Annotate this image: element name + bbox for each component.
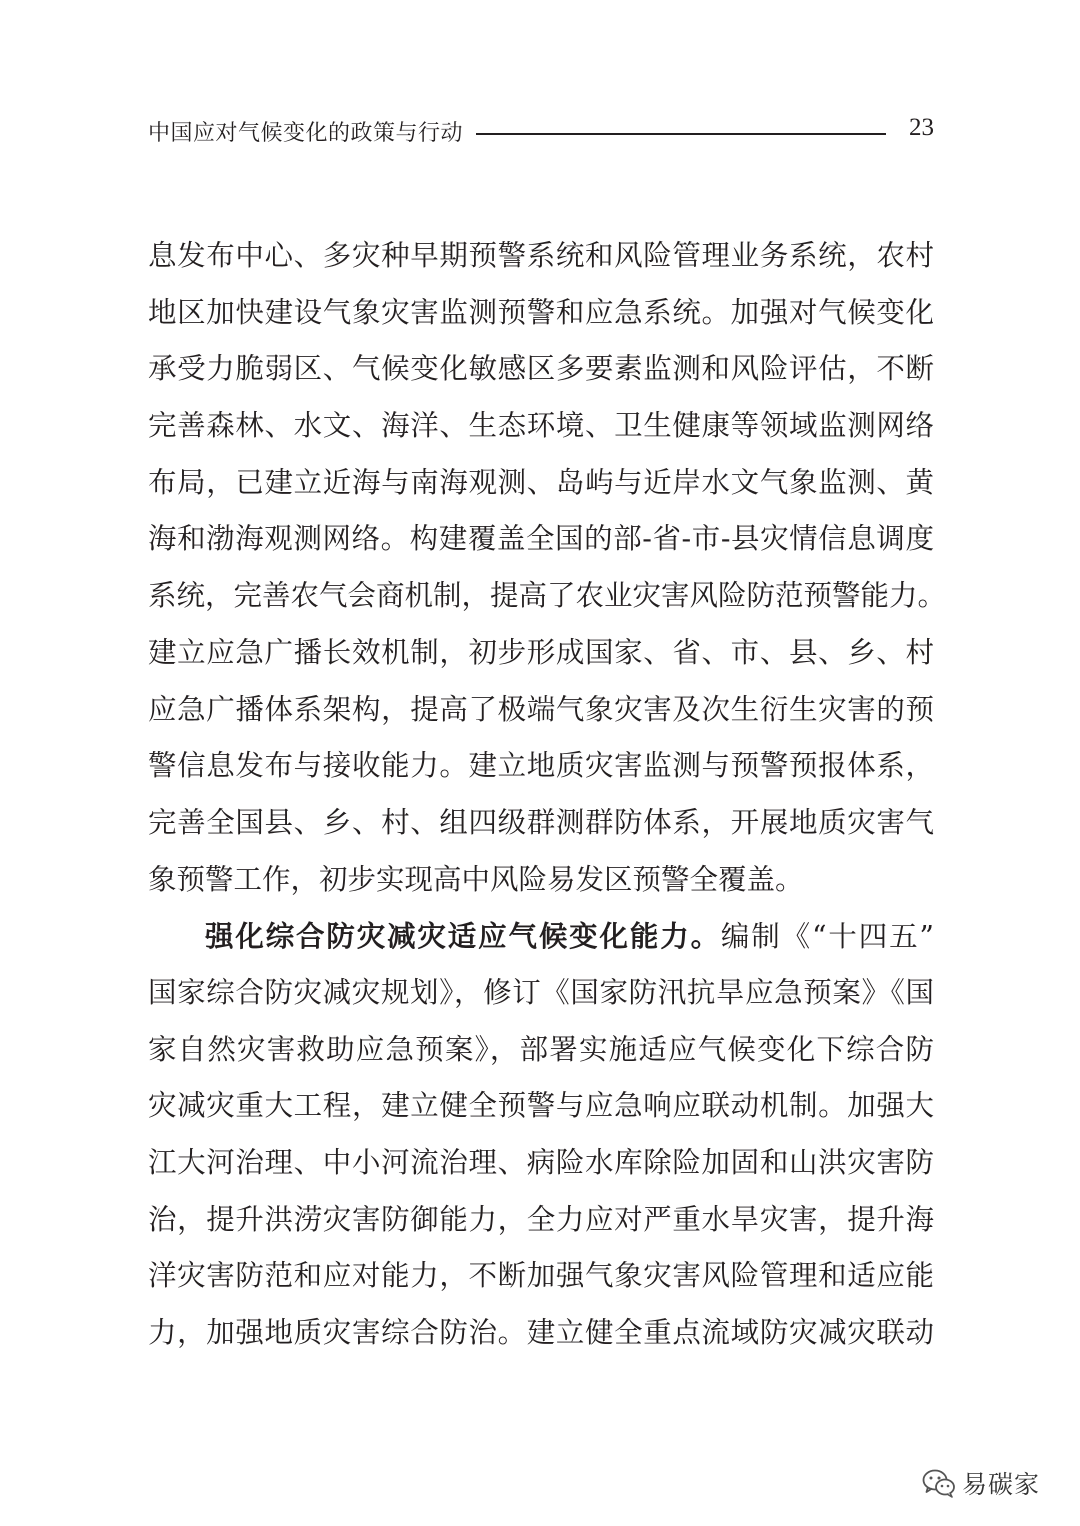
paragraph-line: 息发布中心、多灾种早期预警系统和风险管理业务系统，农村: [148, 239, 934, 272]
paragraph-line: 力，加强地质灾害综合防治。建立健全重点流域防灾减灾联动: [148, 1316, 934, 1350]
paragraph-line: 完善森林、水文、海洋、生态环境、卫生健康等领域监测网络: [148, 409, 934, 443]
header-title: 中国应对气候变化的政策与行动: [148, 121, 464, 146]
paragraph-line: 国家综合防灾减灾规划》，修订《国家防汛抗旱应急预案》《国: [148, 975, 934, 1009]
wechat-icon: [922, 1468, 956, 1498]
paragraph-line: 象预警工作，初步实现高中风险易发区预警全覆盖。: [148, 862, 804, 896]
paragraph-line: 家自然灾害救助应急预案》，部署实施适应气候变化下综合防: [148, 1032, 934, 1066]
paragraph-line: 完善全国县、乡、村、组四级群测群防体系，开展地质灾害气: [148, 805, 934, 839]
body-text: [148, 228, 947, 1362]
paragraph-line: 应急广播体系架构，提高了极端气象灾害及次生衍生灾害的预: [148, 692, 934, 726]
paragraph-line: 承受力脆弱区、气候变化敏感区多要素监测和风险评估，不断: [148, 352, 934, 386]
paragraph-heading: 强化综合防灾减灾适应气候变化能力。: [205, 919, 721, 954]
header-rule: [476, 133, 886, 135]
paragraph-line-rest: 编制《“十四五”: [720, 920, 934, 954]
paragraph-line: 建立应急广播长效机制，初步形成国家、省、市、县、乡、村: [148, 635, 934, 669]
paragraph-line: 治，提升洪涝灾害防御能力，全力应对严重水旱灾害，提升海: [148, 1202, 934, 1236]
paragraph-line: 海和渤海观测网络。构建覆盖全国的部-省-市-县灾情信息调度: [148, 522, 934, 556]
paragraph-line: 地区加快建设气象灾害监测预警和应急系统。加强对气候变化: [148, 295, 934, 329]
watermark-text: 易碳家: [962, 1470, 1041, 1499]
paragraph-line: 江大河治理、中小河流治理、病险水库除险加固和山洪灾害防: [148, 1146, 934, 1179]
running-header: [148, 112, 934, 156]
watermark: [922, 1466, 1040, 1500]
paragraph-first-line: [148, 908, 934, 965]
paragraph-line: 警信息发布与接收能力。建立地质灾害监测与预警预报体系，: [148, 749, 934, 783]
page-number: 23: [909, 114, 934, 141]
paragraph-line: 洋灾害防范和应对能力，不断加强气象灾害风险管理和适应能: [148, 1259, 934, 1293]
paragraph-line: 布局，已建立近海与南海观测、岛屿与近岸水文气象监测、黄: [148, 465, 934, 499]
paragraph-line: 灾减灾重大工程，建立健全预警与应急响应联动机制。加强大: [148, 1089, 934, 1123]
paragraph-line: 系统，完善农气会商机制，提高了农业灾害风险防范预警能力。: [148, 579, 947, 613]
